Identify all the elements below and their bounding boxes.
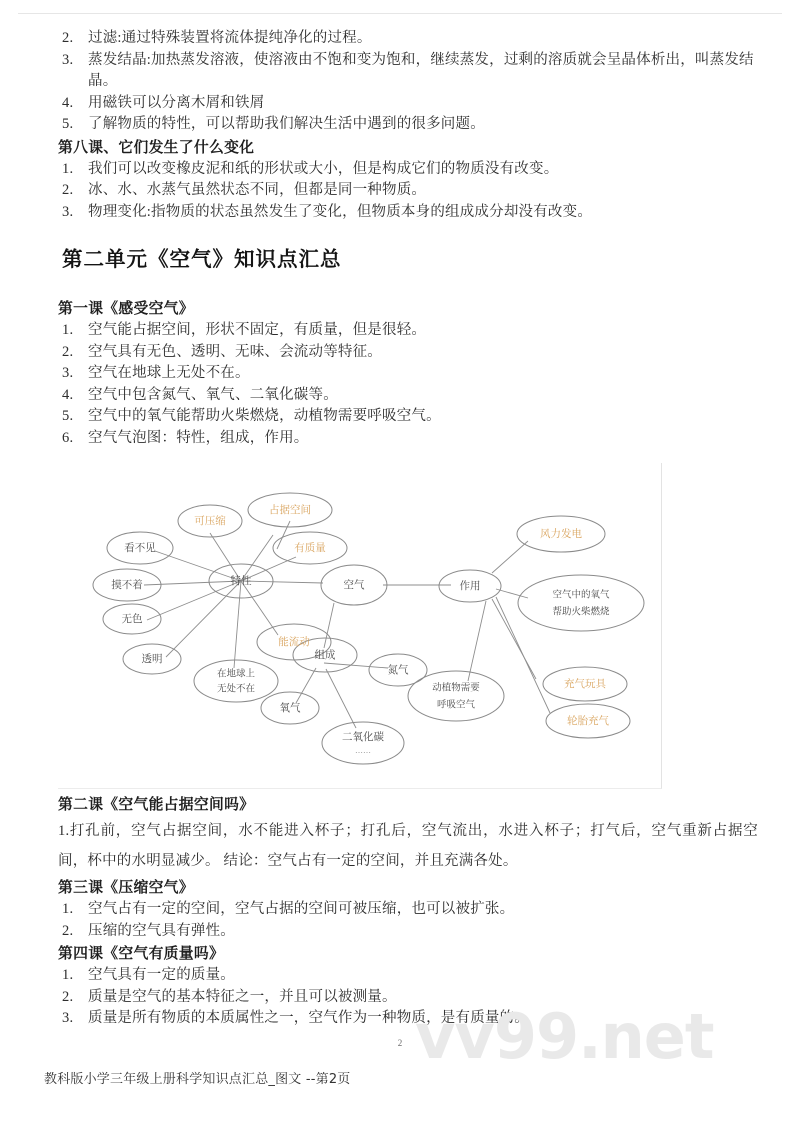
bubble-label-zhanjukongjian: 占据空间: [269, 504, 311, 516]
bubble-label-wuchubuzai-line1: 在地球上: [216, 668, 256, 680]
bubble-label-fengli: 风力发电: [540, 528, 582, 540]
list-text: 用磁铁可以分离木屑和铁屑: [88, 94, 265, 111]
edge-kongqi-zucheng: [324, 603, 334, 648]
edge-zuoyong-ranshao: [496, 589, 528, 598]
list-number: 3.: [62, 51, 74, 68]
list-text: 空气中包含氮气、氧气、二氧化碳等。: [88, 386, 338, 403]
list-item: [58, 28, 758, 50]
list-text: 空气具有一定的质量。: [88, 967, 235, 983]
list-number: 1.: [62, 901, 74, 917]
list-item: [58, 965, 758, 987]
list-item: [58, 93, 758, 115]
lesson-heading-4: 第四课《空气有质量吗》: [58, 946, 225, 962]
bubble-label-ranshao-line2: 帮助火柴燃烧: [552, 606, 610, 618]
list-item: [58, 385, 758, 407]
list-text: 蒸发结晶:加热蒸发溶液，使溶液由不饱和变为饱和，继续蒸发，过剩的溶质就会呈晶体析出，叫蒸发结晶。: [88, 51, 754, 89]
list-text: 空气具有无色、透明、无味、会流动等特征。: [88, 343, 382, 360]
list-number: 2.: [62, 343, 74, 360]
bubble-label-ranshao-line1: 空气中的氧气: [552, 589, 610, 601]
bubble-label-yangqi: 氧气: [279, 702, 301, 714]
list-item: [58, 921, 758, 943]
list-item: [58, 114, 758, 136]
lesson-heading-3: 第三课《压缩空气》: [58, 880, 194, 896]
site-watermark: vv99.net: [415, 1000, 714, 1073]
list-text: 质量是所有物质的本质属性之一，空气作为一种物质，是有质量的。: [88, 1010, 529, 1026]
edge-texing-keyasuo: [210, 533, 241, 581]
list-item: [58, 50, 758, 93]
edge-zucheng-danqi: [324, 663, 388, 668]
edge-zucheng-erhuatan: [326, 669, 356, 728]
bubble-label-zuoyong: 作用: [459, 580, 481, 592]
lesson-2-paragraph: 1.打孔前，空气占据空间，水不能进入杯子；打孔后，空气流出，水进入杯子；打气后，空气重新占据空间，杯中的水明显减少。 结论：空气占有一定的空间，并且充满各处。: [58, 823, 758, 869]
list-text: 过滤:通过特殊装置将流体提纯净化的过程。: [88, 30, 372, 46]
bubble-label-wuchubuzai-line2: 无处不在: [216, 683, 256, 695]
edge-zuoyong-fengli: [492, 541, 528, 573]
bubble-wuchubuzai: [194, 660, 278, 702]
list-text: 冰、水、水蒸气虽然状态不同，但都是同一种物质。: [88, 182, 427, 198]
bubble-label-luntai: 轮胎充气: [567, 715, 609, 727]
lesson-heading-1: 第一课《感受空气》: [58, 301, 194, 317]
list-text: 压缩的空气具有弹性。: [88, 922, 235, 939]
list-text: 物理变化:指物质的状态虽然发生了变化，但物质本身的组成成分却没有改变。: [88, 203, 593, 220]
list-number: 2.: [62, 922, 74, 939]
list-number: 5.: [62, 408, 74, 424]
bubble-label-zucheng: 组成: [314, 649, 336, 661]
diagram-frame: [58, 463, 662, 789]
list-item: [58, 159, 758, 181]
list-text: 我们可以改变橡皮泥和纸的形状或大小，但是构成它们的物质没有改变。: [88, 160, 559, 177]
bubble-label-erhuatan: 二氧化碳: [342, 731, 384, 743]
list-item: [58, 428, 758, 450]
list-number: 3.: [62, 1010, 74, 1026]
list-number: 4.: [62, 94, 74, 111]
bubble-ranshao: [518, 575, 644, 631]
document-footer: 教科版小学三年级上册科学知识点汇总_图文 --第2页: [44, 1072, 351, 1087]
edge-texing-kanbujian: [155, 551, 241, 581]
list-number: 5.: [62, 116, 74, 132]
list-number: 1.: [62, 322, 74, 338]
bubble-label-huxi-line2: 呼吸空气: [436, 699, 476, 711]
list-text: 空气能占据空间，形状不固定，有质量，但是很轻。: [88, 322, 427, 338]
bubble-label-wuse: 无色: [121, 613, 143, 625]
edge-texing-wuchubuzai: [234, 581, 241, 668]
edge-texing-kongqi: [241, 581, 323, 583]
list-number: 6.: [62, 429, 74, 446]
list-number: 3.: [62, 203, 74, 220]
lesson-3-list: [58, 899, 758, 942]
list-number: 2.: [62, 988, 74, 1005]
bubble-label-touming: 透明: [141, 653, 163, 665]
list-text: 空气气泡图：特性，组成，作用。: [88, 429, 309, 446]
list-item: [58, 320, 758, 342]
page-number: 2: [397, 1038, 403, 1048]
edge-zuoyong-chongqi: [492, 599, 536, 679]
edge-texing-touming: [166, 581, 241, 657]
bubble-erhuatan: [322, 722, 404, 764]
bubble-label-kongqi: 空气: [343, 579, 365, 591]
unit-title: 第二单元《空气》知识点汇总: [62, 249, 342, 271]
edge-zuoyong-huxi: [468, 601, 486, 681]
list-item: [58, 406, 758, 428]
list-item: [58, 363, 758, 385]
lesson-8-list: [58, 159, 758, 224]
list-number: 2.: [62, 30, 74, 46]
bubble-label-chongqi: 充气玩具: [564, 678, 606, 690]
bubble-label-huxi-line1: 动植物需要: [432, 682, 480, 694]
list-item: [58, 342, 758, 364]
unit-one-tail-list: [58, 28, 758, 136]
list-item: [58, 180, 758, 202]
bubble-label-texing: 特性: [230, 575, 252, 587]
list-number: 1.: [62, 967, 74, 983]
bubble-map-labels: [111, 503, 610, 755]
bubble-label-kanbujian: 看不见: [124, 542, 156, 554]
bubble-label-nengliudong: 能流动: [278, 636, 310, 648]
list-text: 空气在地球上无处不在。: [88, 365, 250, 381]
list-item: [58, 202, 758, 224]
list-number: 1.: [62, 160, 74, 177]
lesson-1-list: [58, 320, 758, 449]
lesson-heading-2: 第二课《空气能占据空间吗》: [58, 797, 255, 813]
list-number: 2.: [62, 182, 74, 198]
bubble-label-danqi: 氮气: [387, 664, 409, 676]
list-number: 4.: [62, 386, 74, 403]
bubble-label-mobuzhao: 摸不着: [111, 579, 143, 591]
list-text: 空气中的氧气能帮助火柴燃烧，动植物需要呼吸空气。: [88, 408, 441, 424]
lesson-heading-8: 第八课、它们发生了什么变化: [58, 139, 255, 156]
page-content: [58, 28, 758, 1030]
edge-texing-mobuzhao: [144, 581, 241, 585]
bubble-label-keyasuo: 可压缩: [194, 515, 226, 527]
bubble-map-edges: [141, 521, 550, 728]
list-number: 3.: [62, 365, 74, 381]
air-bubble-map-figure: [58, 463, 758, 793]
bubble-huxi: [408, 671, 504, 721]
list-text: 了解物质的特性，可以帮助我们解决生活中遇到的很多问题。: [88, 116, 485, 132]
bubble-label-erhuatan-ellipsis: ……: [355, 746, 371, 755]
list-text: 空气占有一定的空间，空气占据的空间可被压缩，也可以被扩张。: [88, 901, 515, 917]
list-text: 质量是空气的基本特征之一，并且可以被测量。: [88, 988, 397, 1005]
list-item: [58, 899, 758, 921]
bubble-map-svg: [58, 463, 662, 789]
top-divider: [18, 13, 782, 14]
bubble-label-youzhiliang: 有质量: [294, 542, 326, 554]
